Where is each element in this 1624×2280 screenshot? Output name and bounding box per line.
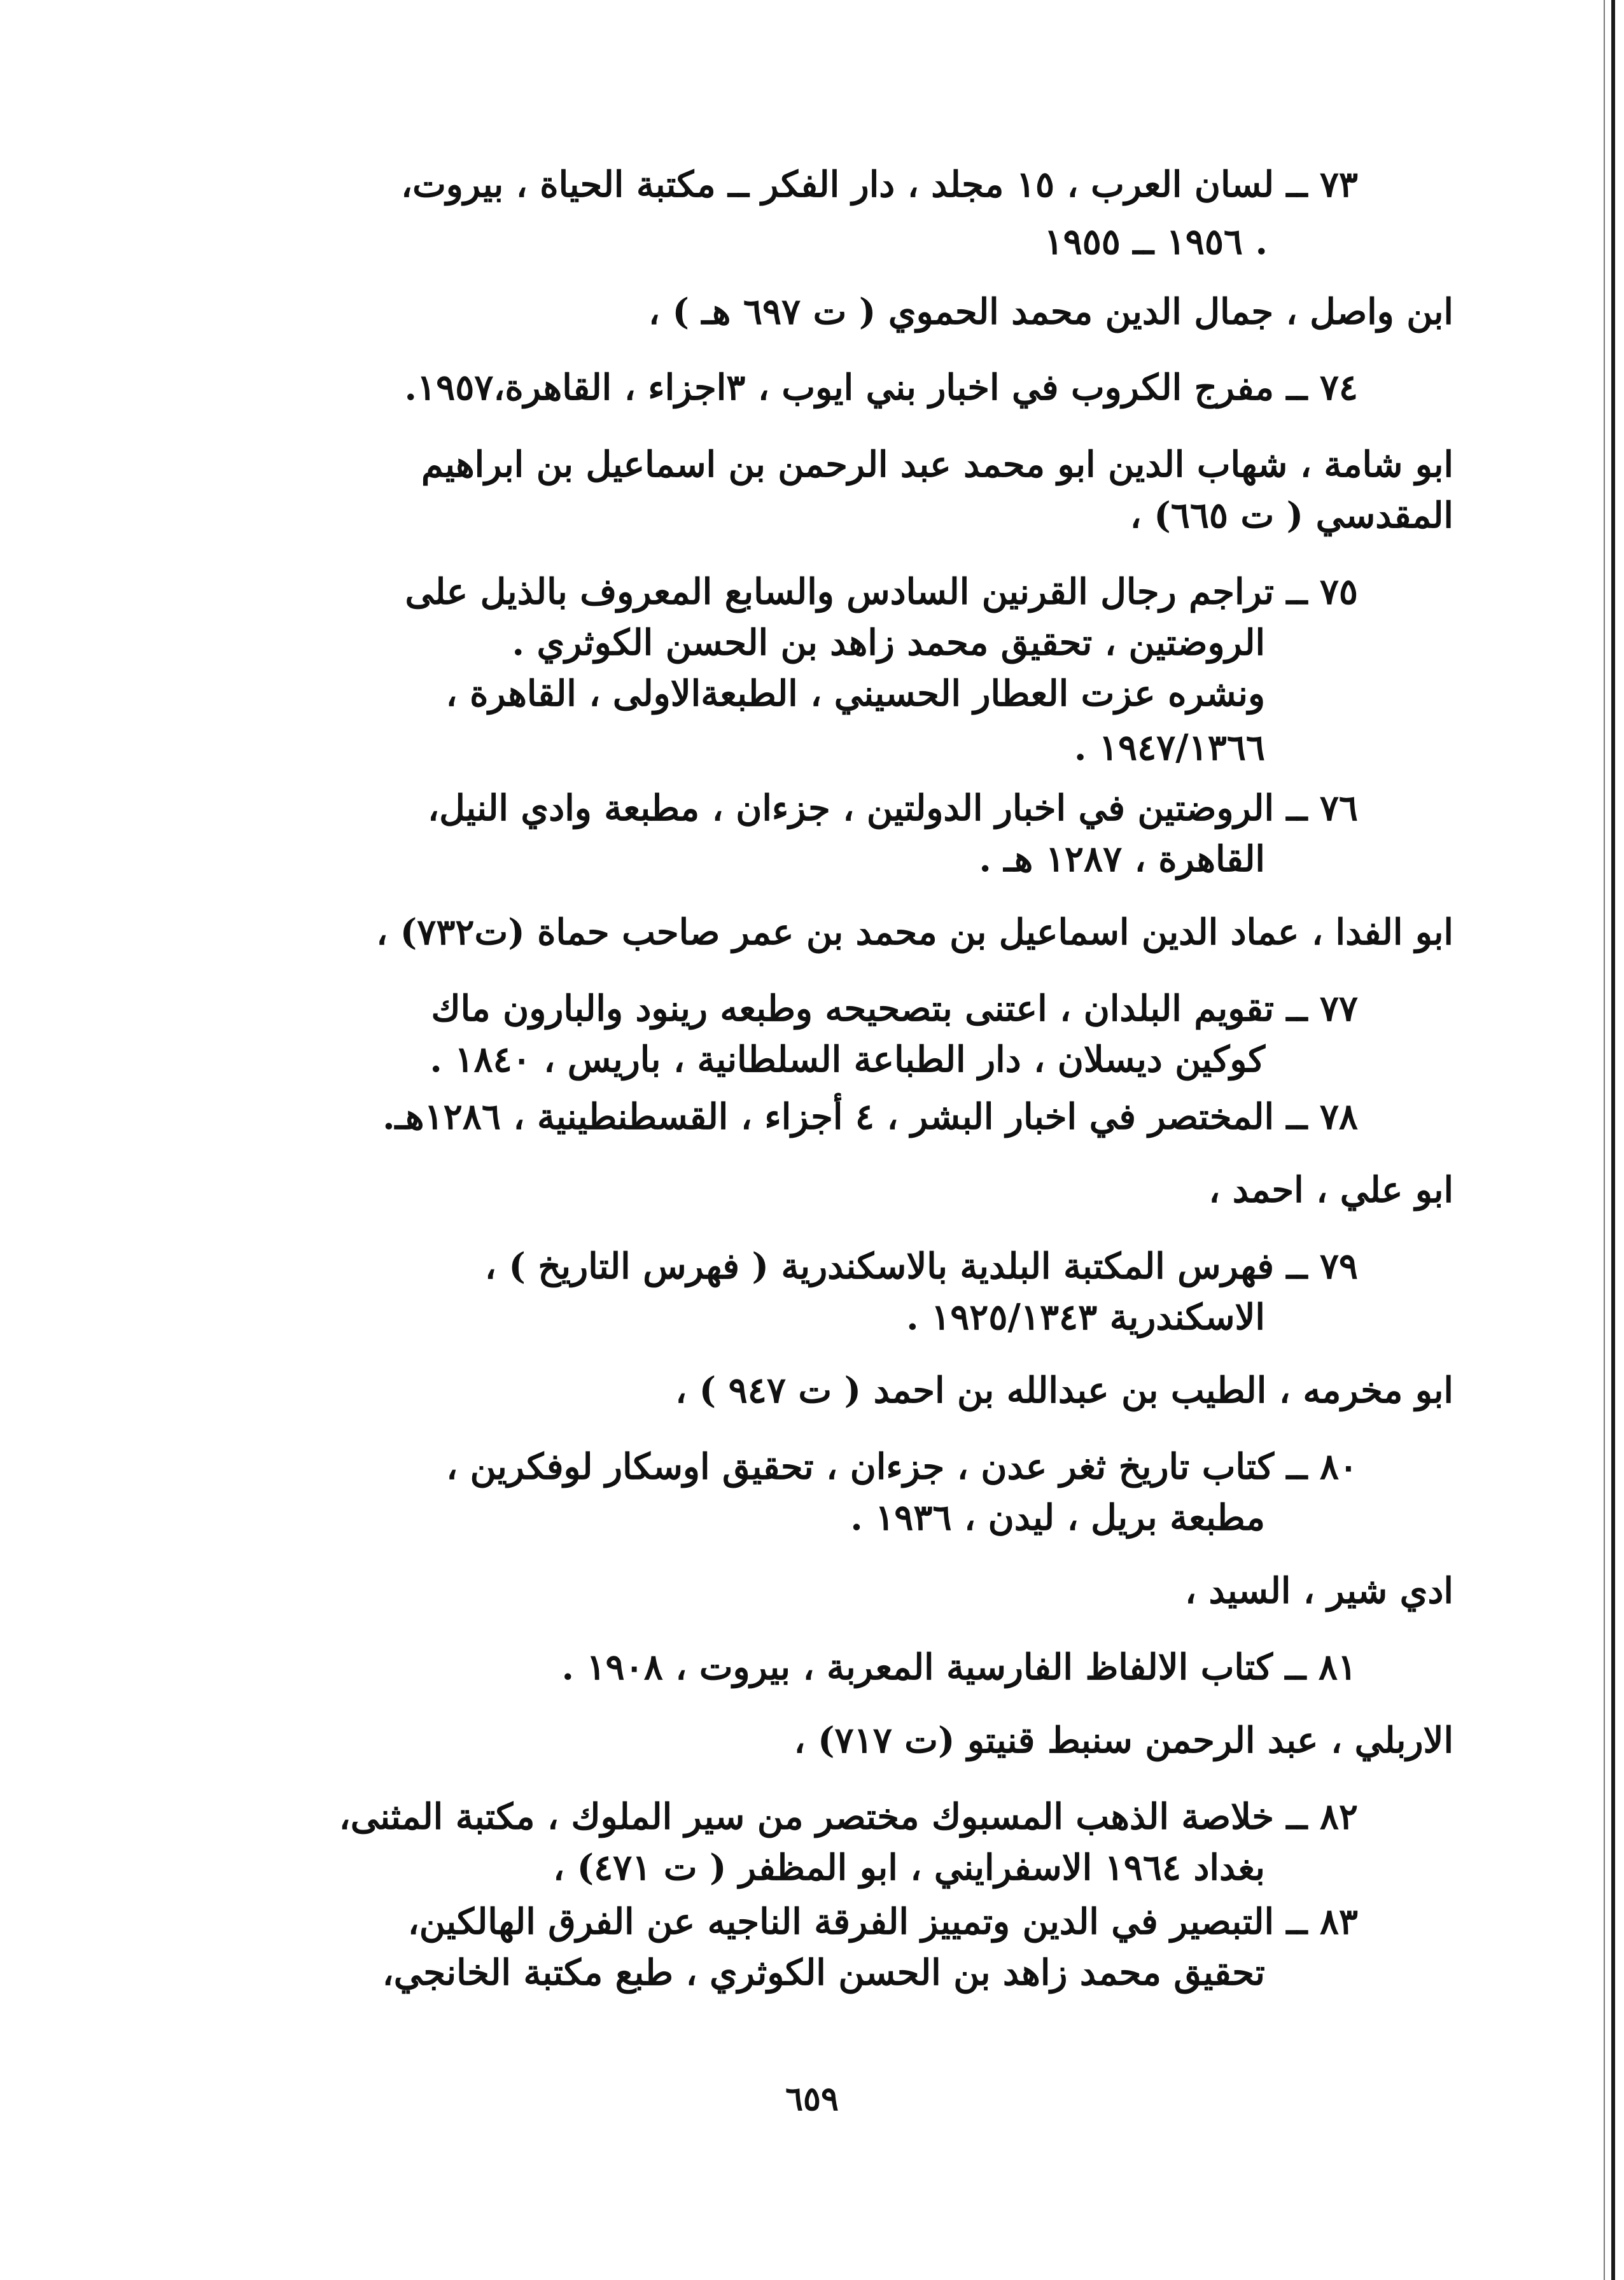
bibliography-entry-line: . ١٩٥٦ ــ ١٩٥٥ [1044,221,1268,263]
author-heading: ابو علي ، احمد ، [1208,1169,1453,1211]
bibliography-entry-line: القاهرة ، ١٢٨٧ هـ . [979,838,1265,880]
bibliography-entry-line: . ١٩٤٧/١٣٦٦ [1074,727,1265,769]
bibliography-entry-line: ٧٥ ــ تراجم رجال القرنين السادس والسابع المعروف بالذيل على [405,571,1358,613]
bibliography-entry-line: ونشره عزت العطار الحسيني ، الطبعةالاولى ، القاهرة ، [445,673,1265,715]
bibliography-entry-line: ٧٩ ــ فهرس المكتبة البلدية بالاسكندرية ( فهرس التاريخ ) ، [484,1245,1358,1287]
bibliography-entry-line: ٧٧ ــ تقويم البلدان ، اعتنى بتصحيحه وطبعه رينود والبارون ماك [431,988,1358,1030]
author-heading: الاربلي ، عبد الرحمن سنبط قنيتو (ت ٧١٧) ، [794,1719,1453,1761]
page-edge-border [1611,0,1615,2280]
author-heading: ابو مخرمه ، الطيب بن عبدالله بن احمد ( ت ٩٤٧ ) ، [675,1369,1453,1411]
author-heading: ابن واصل ، جمال الدين محمد الحموي ( ت ٦٩٧ هـ ) ، [648,291,1453,333]
author-heading: ادي شير ، السيد ، [1184,1570,1453,1612]
bibliography-entry-line: ٨٢ ــ خلاصة الذهب المسبوك مختصر من سير الملوك ، مكتبة المثنى، [339,1796,1358,1838]
bibliography-entry-line: ٨٣ ــ التبصير في الدين وتمييز الفرقة الناجيه عن الفرق الهالكين، [407,1901,1358,1943]
bibliography-entry-line: ٧٨ ــ المختصر في اخبار البشر ، ٤ أجزاء ، القسطنطينية ، ١٢٨٦هـ. [382,1096,1358,1138]
bibliography-entry-line: ٨٠ ــ كتاب تاريخ ثغر عدن ، جزءان ، تحقيق اوسكار لوفكرين ، [446,1446,1358,1488]
bibliography-entry-line: تحقيق محمد زاهد بن الحسن الكوثري ، طبع مكتبة الخانجي، [382,1952,1265,1994]
bibliography-entry-line: بغداد ١٩٦٤ الاسفرايني ، ابو المظفر ( ت ٤٧١) ، [553,1847,1265,1889]
bibliography-entry-line: مطبعة بريل ، ليدن ، ١٩٣٦ . [850,1497,1265,1539]
bibliography-entry-line: الروضتين ، تحقيق محمد زاهد بن الحسن الكوثري . [512,622,1265,664]
page-edge-shadow [1604,0,1605,2280]
bibliography-entry-line: ٧٦ ــ الروضتين في اخبار الدولتين ، جزءان ، مطبعة وادي النيل، [428,787,1358,829]
bibliography-entry-line: ٧٤ ــ مفرج الكروب في اخبار بني ايوب ، ٣اجزاء ، القاهرة،١٩٥٧. [404,367,1358,409]
author-heading: ابو الفدا ، عماد الدين اسماعيل بن محمد بن عمر صاحب حماة (ت٧٣٢) ، [376,911,1453,953]
page-number: ٦٥٩ [785,2080,839,2118]
bibliography-entry-line: الاسكندرية ١٩٢٥/١٣٤٣ . [906,1296,1265,1338]
bibliography-entry-line: كوكين ديسلان ، دار الطباعة السلطانية ، باريس ، ١٨٤٠ . [430,1039,1265,1081]
author-heading: ابو شامة ، شهاب الدين ابو محمد عبد الرحمن بن اسماعيل بن ابراهيم [421,444,1453,486]
bibliography-entry-line: ٧٣ ــ لسان العرب ، ١٥ مجلد ، دار الفكر ــ مكتبة الحياة ، بيروت، [401,164,1358,206]
author-heading: المقدسي ( ت ٦٦٥) ، [1130,494,1453,536]
bibliography-entry-line: ٨١ ــ كتاب الالفاظ الفارسية المعربة ، بيروت ، ١٩٠٨ . [561,1646,1357,1688]
